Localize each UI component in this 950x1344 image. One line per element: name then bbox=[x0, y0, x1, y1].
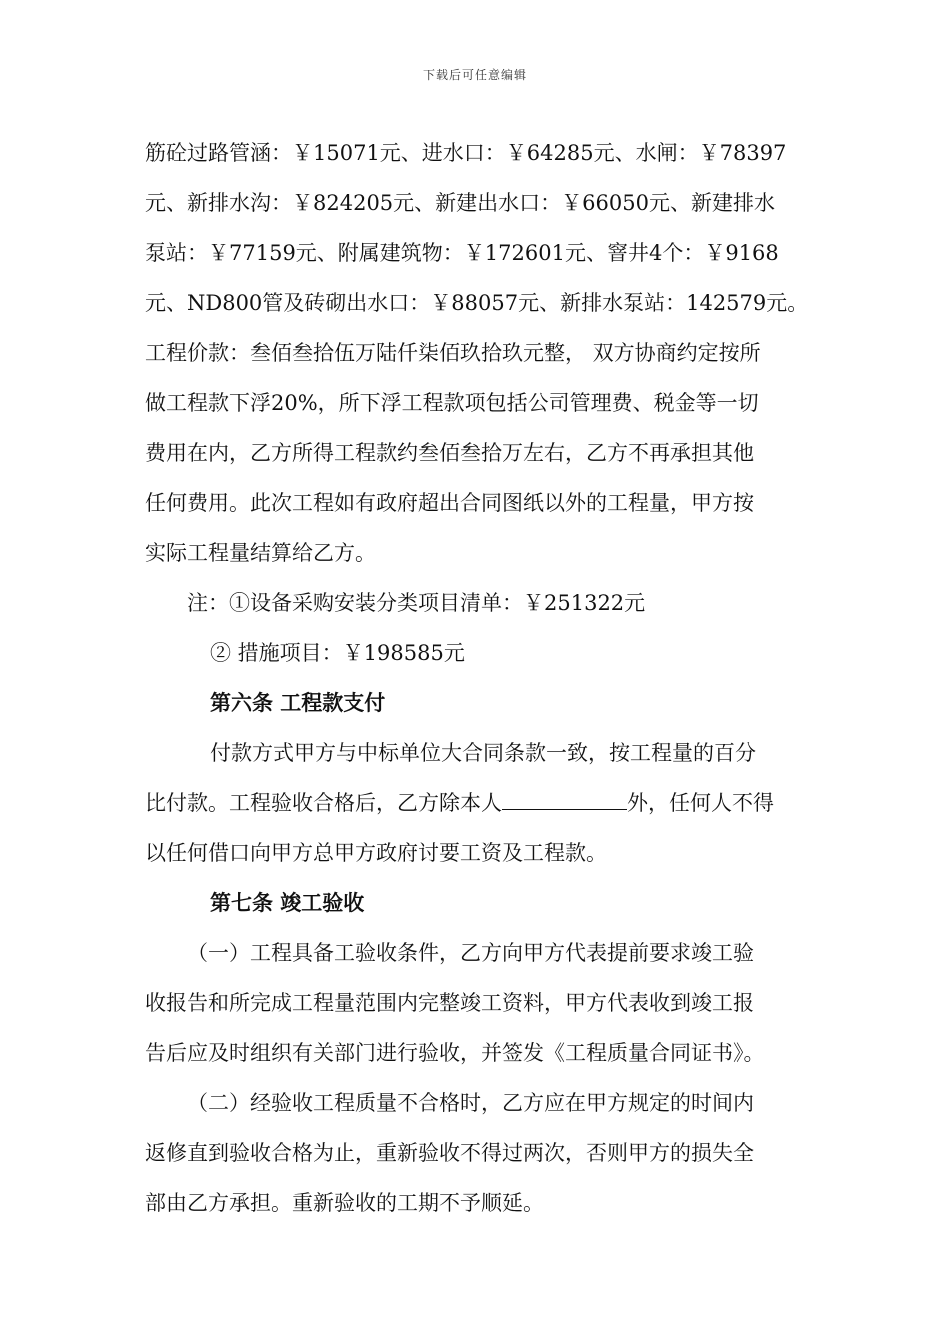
article-6-line-2-start: 比付款。工程验收合格后，乙方除本人 bbox=[145, 791, 502, 815]
price-paragraph-line-4: 任何费用。此次工程如有政府超出合同图纸以外的工程量，甲方按 bbox=[145, 491, 754, 515]
cost-list-line-1: 筋砼过路管涵：￥15071元、进水口：￥64285元、水闸：￥78397 bbox=[145, 141, 787, 165]
signature-blank bbox=[502, 791, 627, 810]
article-7-clause-1-line-1: （一）工程具备工验收条件，乙方向甲方代表提前要求竣工验 bbox=[187, 941, 754, 965]
article-7-clause-1-line-2: 收报告和所完成工程量范围内完整竣工资料，甲方代表收到竣工报 bbox=[145, 991, 754, 1015]
article-6-heading: 第六条 工程款支付 bbox=[210, 690, 386, 715]
document-body bbox=[145, 128, 815, 1228]
note-item-1: 注：①设备采购安装分类项目清单：￥251322元 bbox=[187, 591, 646, 615]
article-6-line-2 bbox=[145, 778, 815, 828]
cost-list-line-3: 泵站：￥77159元、附属建筑物：￥172601元、窨井4个：￥9168 bbox=[145, 241, 779, 265]
article-6-line-2-end: 外，任何人不得 bbox=[627, 791, 774, 815]
price-paragraph-line-5: 实际工程量结算给乙方。 bbox=[145, 541, 376, 565]
article-6-line-3: 以任何借口向甲方总甲方政府讨要工资及工程款。 bbox=[145, 841, 607, 865]
article-7-heading: 第七条 竣工验收 bbox=[210, 890, 365, 915]
price-paragraph-line-2: 做工程款下浮20%，所下浮工程款项包括公司管理费、税金等一切 bbox=[145, 391, 759, 415]
article-7-clause-1-line-3: 告后应及时组织有关部门进行验收，并签发《工程质量合同证书》。 bbox=[145, 1041, 765, 1065]
article-6-line-1: 付款方式甲方与中标单位大合同条款一致，按工程量的百分 bbox=[210, 741, 756, 765]
article-7-clause-2-line-1: （二）经验收工程质量不合格时，乙方应在甲方规定的时间内 bbox=[187, 1091, 754, 1115]
article-7-clause-2-line-3: 部由乙方承担。重新验收的工期不予顺延。 bbox=[145, 1191, 544, 1215]
page-header-note: 下载后可任意编辑 bbox=[422, 68, 527, 82]
article-7-clause-2-line-2: 返修直到验收合格为止，重新验收不得过两次，否则甲方的损失全 bbox=[145, 1141, 754, 1165]
price-paragraph-line-3: 费用在内，乙方所得工程款约叁佰叁拾万左右，乙方不再承担其他 bbox=[145, 441, 754, 465]
cost-list-line-4: 元、ND800管及砖砌出水口：￥88057元、新排水泵站：142579元。 bbox=[145, 291, 809, 315]
price-paragraph-line-1: 工程价款：叁佰叁拾伍万陆仟柒佰玖拾玖元整， 双方协商约定按所 bbox=[145, 341, 761, 365]
note-item-2: ② 措施项目：￥198585元 bbox=[210, 641, 465, 665]
cost-list-line-2: 元、新排水沟：￥824205元、新建出水口：￥66050元、新建排水 bbox=[145, 191, 775, 215]
